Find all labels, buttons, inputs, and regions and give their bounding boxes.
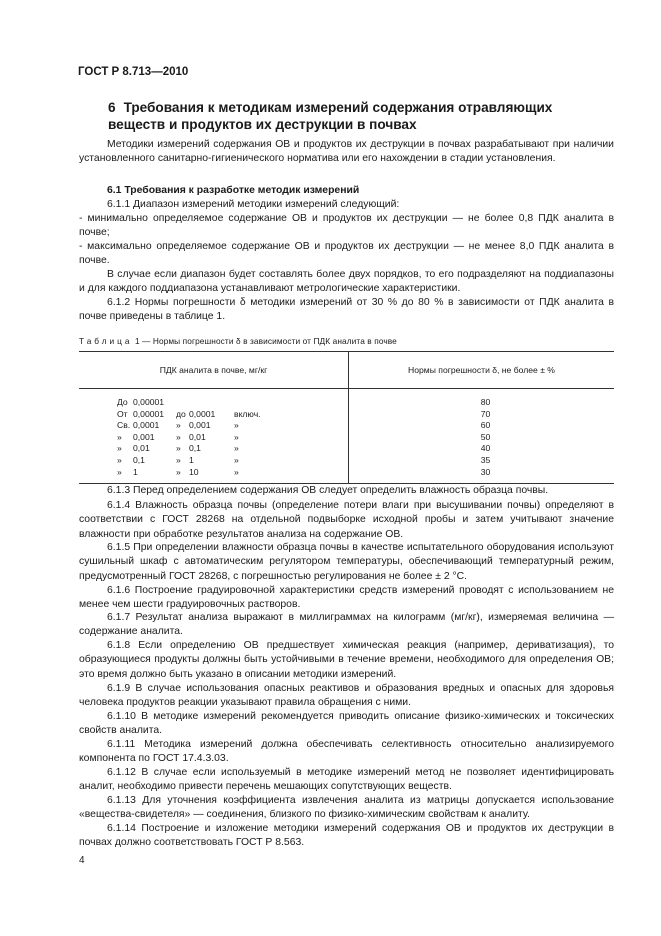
range-to: 0,1 bbox=[189, 443, 201, 454]
range-from: 0,0001 bbox=[133, 420, 160, 431]
table-caption-text: 1 — Нормы погрешности δ в зависимости от ПДК аналита в почве bbox=[134, 336, 397, 346]
paragraph-6-1-12: 6.1.12 В случае если используемый в методике измерений метод не позволяет идентифицировать аналит, необходимо привести перечень мешающих сопутствующих веществ. bbox=[79, 767, 614, 793]
error-norms-table bbox=[79, 351, 614, 484]
norm-value: 50 bbox=[480, 431, 491, 442]
table-header-norms: Нормы погрешности δ, не более ± % bbox=[349, 352, 615, 389]
range-suffix: » bbox=[234, 466, 239, 477]
range-from: 0,00001 bbox=[133, 397, 165, 407]
range-suffix: » bbox=[234, 454, 239, 465]
norms-cell bbox=[349, 389, 615, 484]
range-suffix: » bbox=[234, 420, 239, 431]
paragraph-6-1-14: 6.1.14 Построение и изложение методики измерений содержания ОВ и продуктов их деструкции в почвах должно соответствовать ГОСТ Р 8.563. bbox=[79, 823, 614, 849]
range-to-word: до bbox=[176, 408, 186, 419]
range-to: 0,0001 bbox=[189, 408, 216, 419]
norm-value: 70 bbox=[480, 408, 491, 419]
norm-value: 35 bbox=[480, 454, 491, 465]
paragraph-6-1-8: 6.1.8 Если определению ОВ предшествует химическая реакция (например, дериватизация), то образующиеся продукты должны быть устойчивыми в течение времени, необходимого для определения ОВ; это время должно быть указано в описании методики измерений. bbox=[79, 640, 614, 680]
range-prefix: От bbox=[117, 408, 128, 419]
paragraph-6-1-3: 6.1.3 Перед определением содержания ОВ следует определить влажность образца почвы. bbox=[107, 485, 549, 496]
range-row bbox=[79, 443, 348, 455]
range-prefix: » bbox=[117, 466, 122, 477]
range-row bbox=[79, 420, 348, 432]
paragraph-6-1-1-min: - минимально определяемое содержание ОВ и продуктов их деструкции — не более 0,8 ПДК аналита в почве; bbox=[79, 213, 614, 239]
range-to-word: » bbox=[176, 443, 181, 454]
range-to: 10 bbox=[189, 466, 199, 477]
norm-value: 40 bbox=[480, 443, 491, 454]
range-to-word: » bbox=[176, 420, 181, 431]
paragraph-6-1-13: 6.1.13 Для уточнения коэффициента извлечения аналита из матрицы допускается использование «вещества-свидетеля» — соединения, близкого по физико-химическим свойствам к аналиту. bbox=[79, 795, 614, 821]
range-to: 1 bbox=[189, 454, 194, 465]
paragraph-6-1-1-subranges: В случае если диапазон будет составлять более двух порядков, то его подразделяют на поддиапазоны и для каждого поддиапазона устанавливают метрологические характеристики. bbox=[79, 269, 614, 295]
range-row bbox=[79, 397, 348, 409]
table-caption-word: Таблица bbox=[79, 336, 133, 346]
paragraph-intro: Методики измерений содержания ОВ и продуктов их деструкции в почвах разрабатывают при наличии установленного санитарно-гигиенического норматива или его нахождении в стадии установления. bbox=[79, 139, 614, 165]
range-from: 0,001 bbox=[133, 431, 155, 442]
paragraph-6-1-5: 6.1.5 При определении влажности образца почвы в качестве испытательного оборудования используют сушильный шкаф с автоматическим регулятором температуры, обеспечивающий температурный режим, предусмотренный ГОСТ 28268, с погрешностью регулирования не более ± 2 °С. bbox=[79, 542, 614, 582]
range-from: 0,01 bbox=[133, 443, 150, 454]
range-to bbox=[189, 397, 234, 409]
range-to-word: » bbox=[176, 454, 181, 465]
range-suffix: включ. bbox=[234, 408, 261, 419]
section-title bbox=[108, 99, 608, 133]
section-number: 6 bbox=[108, 100, 116, 115]
range-suffix: » bbox=[234, 443, 239, 454]
range-prefix: » bbox=[117, 443, 122, 454]
paragraph-6-1-1-max: - максимально определяемое содержание ОВ и продуктов их деструкции — не менее 8,0 ПДК аналита в почве. bbox=[79, 241, 614, 267]
range-to-word: » bbox=[176, 431, 181, 442]
norm-value: 80 bbox=[480, 397, 491, 407]
table-row bbox=[79, 389, 614, 484]
range-row bbox=[79, 409, 348, 421]
range-to: 0,01 bbox=[189, 431, 206, 442]
range-to: 0,001 bbox=[189, 420, 211, 431]
range-prefix: » bbox=[117, 454, 122, 465]
range-from: 0,00001 bbox=[133, 408, 165, 419]
range-row bbox=[79, 432, 348, 444]
range-from: 1 bbox=[133, 466, 138, 477]
page-number: 4 bbox=[79, 855, 85, 866]
paragraph-6-1-11: 6.1.11 Методика измерений должна обеспечивать селективность относительно анализируемого компонента по ГОСТ 17.4.3.03. bbox=[79, 739, 614, 765]
range-to-word: » bbox=[176, 466, 181, 477]
section-title-text: Требования к методикам измерений содержания отравляющих веществ и продуктов их деструкции в почвах bbox=[108, 100, 553, 132]
norm-value: 60 bbox=[480, 420, 491, 431]
range-to-word bbox=[176, 397, 189, 409]
paragraph-6-1-9: 6.1.9 В случае использования опасных реактивов и образования вредных и опасных для здоровья человека продуктов реакции указывают правила обращения с ними. bbox=[79, 683, 614, 709]
paragraph-6-1-6: 6.1.6 Построение градуировочной характеристики средств измерений проводят с использованием не менее чем шести градуировочных растворов. bbox=[79, 585, 614, 611]
table-header-mac: ПДК аналита в почве, мг/кг bbox=[79, 352, 349, 389]
mac-ranges-cell bbox=[79, 389, 349, 484]
paragraph-6-1-7: 6.1.7 Результат анализа выражают в миллиграммах на килограмм (мг/кг), измеряемая величина — содержание аналита. bbox=[79, 612, 614, 638]
range-prefix: Св. bbox=[117, 420, 131, 431]
standard-designation: ГОСТ Р 8.713—2010 bbox=[78, 66, 189, 78]
paragraph-6-1-4: 6.1.4 Влажность образца почвы (определение потери влаги при высушивании почвы) определяют в соответствии с ГОСТ 28268 на отдельной подвыборке исходной пробы и затем учитывают значение влажности при обработке результатов анализа на содержание ОВ. bbox=[79, 500, 614, 540]
range-row bbox=[79, 455, 348, 467]
paragraph-6-1-1: 6.1.1 Диапазон измерений методики измерений следующий: bbox=[107, 199, 400, 210]
paragraph-6-1-10: 6.1.10 В методике измерений рекомендуется приводить описание физико-химических и токсических свойств аналита. bbox=[79, 711, 614, 737]
paragraph-6-1-2: 6.1.2 Нормы погрешности δ методики измерений от 30 % до 80 % в зависимости от ПДК аналита в почве приведены в таблице 1. bbox=[79, 297, 614, 323]
range-prefix: » bbox=[117, 431, 122, 442]
range-row bbox=[79, 467, 348, 479]
range-from: 0,1 bbox=[133, 454, 145, 465]
subsection-heading-6-1: 6.1 Требования к разработке методик измерений bbox=[107, 185, 360, 196]
range-prefix: До bbox=[117, 397, 128, 407]
table-caption bbox=[79, 336, 397, 346]
range-suffix: » bbox=[234, 431, 239, 442]
norm-value: 30 bbox=[480, 466, 491, 477]
